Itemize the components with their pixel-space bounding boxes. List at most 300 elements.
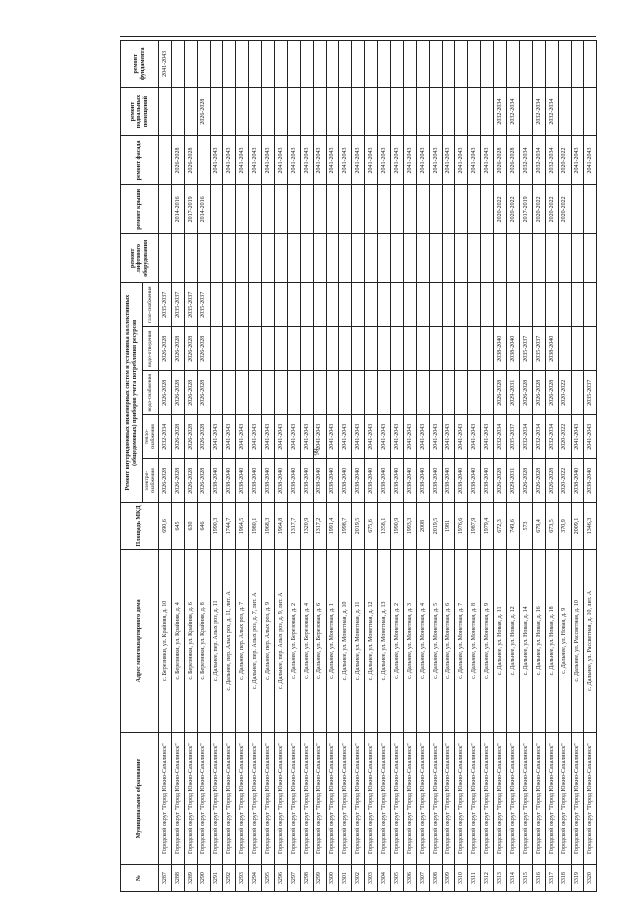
table-row (507, 41, 520, 892)
cell-electric: 2038-2040 (339, 459, 352, 503)
cell-address: с. Дальнее, ул. Монетная, д. 10 (339, 549, 352, 732)
cell-area: 1964,8 (275, 503, 288, 549)
cell-basement (571, 87, 584, 136)
cell-num: 3300 (326, 865, 339, 892)
capital-repair-table (120, 40, 597, 892)
cell-heat: 2032-2034 (159, 415, 172, 459)
cell-water: 2026-2028 (545, 371, 558, 415)
cell-drain (300, 327, 313, 371)
cell-address: с. Дальнее, ул. Монетная, д. 4 (416, 549, 429, 732)
cell-electric: 2038-2040 (391, 459, 404, 503)
table-row (378, 41, 391, 892)
cell-basement (339, 87, 352, 136)
cell-roof (429, 185, 442, 234)
cell-elevator (300, 234, 313, 283)
cell-foundation (287, 41, 300, 88)
cell-electric: 2026-2028 (532, 459, 545, 503)
cell-drain (416, 327, 429, 371)
cell-water (391, 371, 404, 415)
cell-basement (519, 87, 532, 136)
cell-basement (275, 87, 288, 136)
cell-foundation (365, 41, 378, 88)
cell-address: с. Дальнее, пер. Алых роз, д. 11 (210, 549, 223, 732)
cell-basement (159, 87, 172, 136)
cell-facade: 2041-2043 (352, 136, 365, 185)
cell-electric: 2038-2040 (584, 459, 597, 503)
header-gas: газо-снабжения (143, 283, 159, 327)
cell-gas (326, 283, 339, 327)
cell-num: 3298 (300, 865, 313, 892)
cell-municipality: Городской округ "Город Южно-Сахалинск" (378, 733, 391, 865)
cell-basement (429, 87, 442, 136)
cell-facade: 2020-2022 (558, 136, 571, 185)
cell-facade: 2041-2043 (442, 136, 455, 185)
cell-num: 3293 (236, 865, 249, 892)
cell-basement (223, 87, 236, 136)
cell-water (429, 371, 442, 415)
cell-electric: 2038-2040 (249, 459, 262, 503)
cell-facade: 2041-2043 (313, 136, 326, 185)
cell-facade: 2032-2034 (545, 136, 558, 185)
cell-drain (403, 327, 416, 371)
cell-area: 1981 (442, 503, 455, 549)
cell-electric: 2026-2028 (197, 459, 210, 503)
cell-municipality: Городской округ "Город Южно-Сахалинск" (275, 733, 288, 865)
cell-elevator (378, 234, 391, 283)
cell-electric: 2038-2040 (468, 459, 481, 503)
cell-electric: 2038-2040 (571, 459, 584, 503)
cell-elevator (339, 234, 352, 283)
cell-num: 3318 (558, 865, 571, 892)
cell-electric: 2026-2028 (494, 459, 507, 503)
cell-num: 3304 (378, 865, 391, 892)
cell-address: с. Дальнее, пер. Алых роз, д. 7, лит. А (249, 549, 262, 732)
cell-drain: 2038-2040 (507, 327, 520, 371)
cell-num: 3314 (507, 865, 520, 892)
cell-gas (584, 283, 597, 327)
cell-num: 3317 (545, 865, 558, 892)
cell-drain (365, 327, 378, 371)
cell-num: 3319 (571, 865, 584, 892)
cell-heat: 2041-2043 (249, 415, 262, 459)
cell-water (210, 371, 223, 415)
cell-gas (571, 283, 584, 327)
cell-foundation (352, 41, 365, 88)
cell-address: с. Дальнее, ул. Рассветная, д. 10, лит. А (584, 549, 597, 732)
cell-address: с. Дальнее, ул. Березовая, д. 6 (313, 549, 326, 732)
cell-gas (416, 283, 429, 327)
cell-municipality: Городской округ "Город Южно-Сахалинск" (171, 733, 184, 865)
cell-electric: 2038-2040 (416, 459, 429, 503)
table-row (171, 41, 184, 892)
cell-water (339, 371, 352, 415)
cell-num: 3315 (519, 865, 532, 892)
cell-elevator (468, 234, 481, 283)
cell-foundation (391, 41, 404, 88)
cell-drain (391, 327, 404, 371)
table-row (519, 41, 532, 892)
cell-address: с. Дальнее, пер. Алых роз, д. 9 (262, 549, 275, 732)
cell-heat: 2041-2043 (300, 415, 313, 459)
cell-electric: 2038-2040 (236, 459, 249, 503)
cell-foundation (532, 41, 545, 88)
cell-roof (352, 185, 365, 234)
cell-facade: 2041-2043 (584, 136, 597, 185)
cell-address: с. Дальнее, пер. Алых роз, д. 7 (236, 549, 249, 732)
cell-area: 573 (519, 503, 532, 549)
cell-drain: 2026-2028 (197, 327, 210, 371)
cell-elevator (507, 234, 520, 283)
cell-facade: 2026-2028 (184, 136, 197, 185)
cell-municipality: Городской округ "Город Южно-Сахалинск" (507, 733, 520, 865)
cell-area: 1346,3 (584, 503, 597, 549)
cell-elevator (455, 234, 468, 283)
header-elevator: ремонт лифтового оборудования (121, 234, 159, 283)
cell-facade: 2041-2043 (416, 136, 429, 185)
cell-basement (210, 87, 223, 136)
cell-basement (455, 87, 468, 136)
cell-address: с. Дальнее, ул. Новая, д. 16 (532, 549, 545, 732)
cell-elevator (313, 234, 326, 283)
cell-basement (365, 87, 378, 136)
cell-gas: 2035-2037 (159, 283, 172, 327)
cell-gas (391, 283, 404, 327)
cell-drain (378, 327, 391, 371)
cell-gas (442, 283, 455, 327)
top-rule (120, 36, 596, 37)
cell-drain (468, 327, 481, 371)
cell-municipality: Городской округ "Город Южно-Сахалинск" (481, 733, 494, 865)
table-row (494, 41, 507, 892)
cell-municipality: Городской округ "Город Южно-Сахалинск" (339, 733, 352, 865)
cell-municipality: Городской округ "Город Южно-Сахалинск" (584, 733, 597, 865)
cell-gas (481, 283, 494, 327)
cell-foundation (326, 41, 339, 88)
cell-municipality: Городской округ "Город Южно-Сахалинск" (223, 733, 236, 865)
cell-heat: 2041-2043 (468, 415, 481, 459)
cell-drain (455, 327, 468, 371)
table-row (532, 41, 545, 892)
cell-foundation (416, 41, 429, 88)
cell-address: с. Дальнее, ул. Монетная, д. 13 (378, 549, 391, 732)
cell-basement (403, 87, 416, 136)
cell-heat: 2032-2034 (519, 415, 532, 459)
cell-municipality: Городской округ "Город Южно-Сахалинск" (197, 733, 210, 865)
cell-num: 3291 (210, 865, 223, 892)
cell-electric: 2038-2040 (262, 459, 275, 503)
cell-num: 3296 (275, 865, 288, 892)
cell-address: с. Дальнее, ул. Березовая, д. 4 (300, 549, 313, 732)
cell-water (352, 371, 365, 415)
cell-heat: 2026-2028 (171, 415, 184, 459)
cell-roof (210, 185, 223, 234)
cell-basement (391, 87, 404, 136)
cell-municipality: Городской округ "Город Южно-Сахалинск" (442, 733, 455, 865)
cell-roof: 2014-2016 (171, 185, 184, 234)
cell-area: 370,9 (558, 503, 571, 549)
cell-electric: 2038-2040 (455, 459, 468, 503)
cell-electric: 2026-2028 (519, 459, 532, 503)
cell-water (223, 371, 236, 415)
cell-municipality: Городской округ "Город Южно-Сахалинск" (365, 733, 378, 865)
cell-drain (223, 327, 236, 371)
cell-num: 3313 (494, 865, 507, 892)
cell-roof (365, 185, 378, 234)
cell-num: 3307 (416, 865, 429, 892)
cell-basement (184, 87, 197, 136)
table-row (468, 41, 481, 892)
cell-basement (442, 87, 455, 136)
cell-roof (249, 185, 262, 234)
cell-electric: 2038-2040 (365, 459, 378, 503)
cell-water (236, 371, 249, 415)
table-row (429, 41, 442, 892)
cell-num: 3310 (455, 865, 468, 892)
cell-foundation (223, 41, 236, 88)
cell-num: 3289 (184, 865, 197, 892)
cell-elevator (275, 234, 288, 283)
cell-elevator (571, 234, 584, 283)
cell-gas (519, 283, 532, 327)
cell-foundation (249, 41, 262, 88)
cell-gas (378, 283, 391, 327)
header-heat: тепло-снабжения (143, 415, 159, 459)
cell-roof (339, 185, 352, 234)
cell-foundation (378, 41, 391, 88)
cell-elevator (584, 234, 597, 283)
cell-facade: 2041-2043 (468, 136, 481, 185)
cell-facade: 2041-2043 (326, 136, 339, 185)
cell-municipality: Городской округ "Город Южно-Сахалинск" (159, 733, 172, 865)
cell-electric: 2038-2040 (287, 459, 300, 503)
cell-drain (584, 327, 597, 371)
header-facade: ремонт фасада (121, 136, 159, 185)
cell-address: с. Дальнее, ул. Новая, д. 11 (494, 549, 507, 732)
cell-area: 1987,9 (468, 503, 481, 549)
cell-gas (507, 283, 520, 327)
cell-municipality: Городской округ "Город Южно-Сахалинск" (468, 733, 481, 865)
cell-facade (159, 136, 172, 185)
cell-elevator (159, 234, 172, 283)
table-row (481, 41, 494, 892)
cell-elevator (326, 234, 339, 283)
cell-address: с. Дальнее, ул. Монетная, д. 11 (352, 549, 365, 732)
cell-foundation (429, 41, 442, 88)
cell-heat: 2041-2043 (403, 415, 416, 459)
cell-gas (210, 283, 223, 327)
cell-facade: 2041-2043 (223, 136, 236, 185)
cell-municipality: Городской округ "Город Южно-Сахалинск" (391, 733, 404, 865)
cell-foundation (481, 41, 494, 88)
header-address: Адрес многоквартирного дома (121, 549, 159, 732)
cell-municipality: Городской округ "Город Южно-Сахалинск" (571, 733, 584, 865)
cell-address: с. Дальнее, ул. Новая, д. 12 (507, 549, 520, 732)
cell-municipality: Городской округ "Город Южно-Сахалинск" (262, 733, 275, 865)
cell-gas (300, 283, 313, 327)
cell-elevator (210, 234, 223, 283)
cell-roof (275, 185, 288, 234)
cell-area: 630 (184, 503, 197, 549)
table-row (159, 41, 172, 892)
cell-foundation (403, 41, 416, 88)
cell-address: с. Дальнее, ул. Новая, д. 9 (558, 549, 571, 732)
cell-address: с. Дальнее, ул. Березовая, д. 2 (287, 549, 300, 732)
cell-num: 3294 (249, 865, 262, 892)
cell-heat: 2032-2034 (545, 415, 558, 459)
cell-address: с. Дальнее, ул. Новая, д. 18 (545, 549, 558, 732)
cell-num: 3295 (262, 865, 275, 892)
cell-drain: 2038-2040 (545, 327, 558, 371)
cell-roof: 2020-2022 (558, 185, 571, 234)
cell-address: с. Березняки, ул. Крайняя, д. 6 (184, 549, 197, 732)
cell-electric: 2038-2040 (210, 459, 223, 503)
cell-heat: 2041-2043 (584, 415, 597, 459)
table-row (584, 41, 597, 892)
cell-gas (352, 283, 365, 327)
cell-basement (352, 87, 365, 136)
cell-roof: 2020-2022 (507, 185, 520, 234)
cell-water (300, 371, 313, 415)
cell-heat: 2041-2043 (313, 415, 326, 459)
cell-water (378, 371, 391, 415)
cell-area: 673,5 (545, 503, 558, 549)
cell-water: 2035-2037 (584, 371, 597, 415)
cell-gas (468, 283, 481, 327)
cell-address: с. Березняки, ул. Крайняя, д. 8 (197, 549, 210, 732)
cell-water: 2026-2028 (159, 371, 172, 415)
cell-water: 2026-2028 (171, 371, 184, 415)
cell-drain (236, 327, 249, 371)
cell-municipality: Городской округ "Город Южно-Сахалинск" (455, 733, 468, 865)
header-num: № (121, 865, 159, 892)
cell-basement: 2032-2034 (545, 87, 558, 136)
cell-basement (262, 87, 275, 136)
cell-address: с. Березняки, ул. Крайняя, д. 4 (171, 549, 184, 732)
cell-num: 3288 (171, 865, 184, 892)
cell-electric: 2038-2040 (326, 459, 339, 503)
cell-facade: 2041-2043 (403, 136, 416, 185)
cell-foundation: 2041-2043 (159, 41, 172, 88)
cell-heat: 2041-2043 (223, 415, 236, 459)
header-electric: электро-снабжения (143, 459, 159, 503)
cell-gas (558, 283, 571, 327)
cell-address: с. Дальнее, ул. Монетная, д. 1 (326, 549, 339, 732)
cell-facade (197, 136, 210, 185)
cell-area: 675,6 (365, 503, 378, 549)
cell-electric: 2038-2040 (275, 459, 288, 503)
cell-num: 3297 (287, 865, 300, 892)
cell-address: с. Дальнее, ул. Монетная, д. 12 (365, 549, 378, 732)
cell-heat: 2032-2034 (532, 415, 545, 459)
cell-elevator (532, 234, 545, 283)
cell-electric: 2038-2040 (223, 459, 236, 503)
cell-heat: 2041-2043 (210, 415, 223, 459)
cell-drain: 2035-2037 (519, 327, 532, 371)
cell-heat: 2032-2034 (494, 415, 507, 459)
cell-basement (171, 87, 184, 136)
cell-area: 1976,6 (455, 503, 468, 549)
cell-water: 2026-2028 (494, 371, 507, 415)
cell-elevator (494, 234, 507, 283)
cell-area: 679,4 (532, 503, 545, 549)
cell-heat: 2041-2043 (326, 415, 339, 459)
cell-basement (326, 87, 339, 136)
table-row (391, 41, 404, 892)
cell-basement (378, 87, 391, 136)
cell-facade: 2041-2043 (287, 136, 300, 185)
cell-foundation (197, 41, 210, 88)
cell-heat: 2041-2043 (365, 415, 378, 459)
cell-basement (287, 87, 300, 136)
table-row (403, 41, 416, 892)
cell-num: 3292 (223, 865, 236, 892)
cell-gas (532, 283, 545, 327)
cell-heat: 2041-2043 (262, 415, 275, 459)
cell-facade: 2041-2043 (378, 136, 391, 185)
cell-drain (287, 327, 300, 371)
cell-gas (262, 283, 275, 327)
cell-foundation (210, 41, 223, 88)
cell-address: с. Дальнее, ул. Новая, д. 14 (519, 549, 532, 732)
cell-basement (313, 87, 326, 136)
table-row (249, 41, 262, 892)
cell-electric: 2026-2028 (159, 459, 172, 503)
table-sheet (120, 40, 596, 892)
cell-heat: 2041-2043 (481, 415, 494, 459)
cell-roof (223, 185, 236, 234)
cell-elevator (429, 234, 442, 283)
cell-drain (210, 327, 223, 371)
cell-area: 672,3 (494, 503, 507, 549)
cell-foundation (584, 41, 597, 88)
cell-foundation (313, 41, 326, 88)
cell-municipality: Городской округ "Город Южно-Сахалинск" (210, 733, 223, 865)
cell-drain (275, 327, 288, 371)
cell-area: 1979,4 (481, 503, 494, 549)
cell-municipality: Городской округ "Город Южно-Сахалинск" (532, 733, 545, 865)
cell-roof (455, 185, 468, 234)
cell-address: с. Дальнее, пер. Алых роз, д. 11, лит. А (223, 549, 236, 732)
cell-basement: 2032-2034 (532, 87, 545, 136)
cell-roof (442, 185, 455, 234)
cell-area: 2019,5 (352, 503, 365, 549)
table-row (442, 41, 455, 892)
cell-area: 1358,1 (378, 503, 391, 549)
cell-heat: 2020-2022 (558, 415, 571, 459)
cell-roof (468, 185, 481, 234)
table-row (262, 41, 275, 892)
cell-elevator (365, 234, 378, 283)
cell-area: 2008 (416, 503, 429, 549)
cell-facade: 2026-2028 (494, 136, 507, 185)
cell-gas (275, 283, 288, 327)
cell-foundation (494, 41, 507, 88)
cell-drain (352, 327, 365, 371)
cell-roof (287, 185, 300, 234)
cell-drain (481, 327, 494, 371)
table-row (197, 41, 210, 892)
cell-elevator (519, 234, 532, 283)
cell-water (481, 371, 494, 415)
cell-elevator (184, 234, 197, 283)
cell-area: 1993,3 (403, 503, 416, 549)
page-number: 86 (311, 448, 320, 456)
cell-address: с. Дальнее, пер. Алых роз, д. 9, лит. А (275, 549, 288, 732)
cell-facade: 2026-2028 (507, 136, 520, 185)
cell-gas (249, 283, 262, 327)
cell-foundation (171, 41, 184, 88)
table-row (210, 41, 223, 892)
